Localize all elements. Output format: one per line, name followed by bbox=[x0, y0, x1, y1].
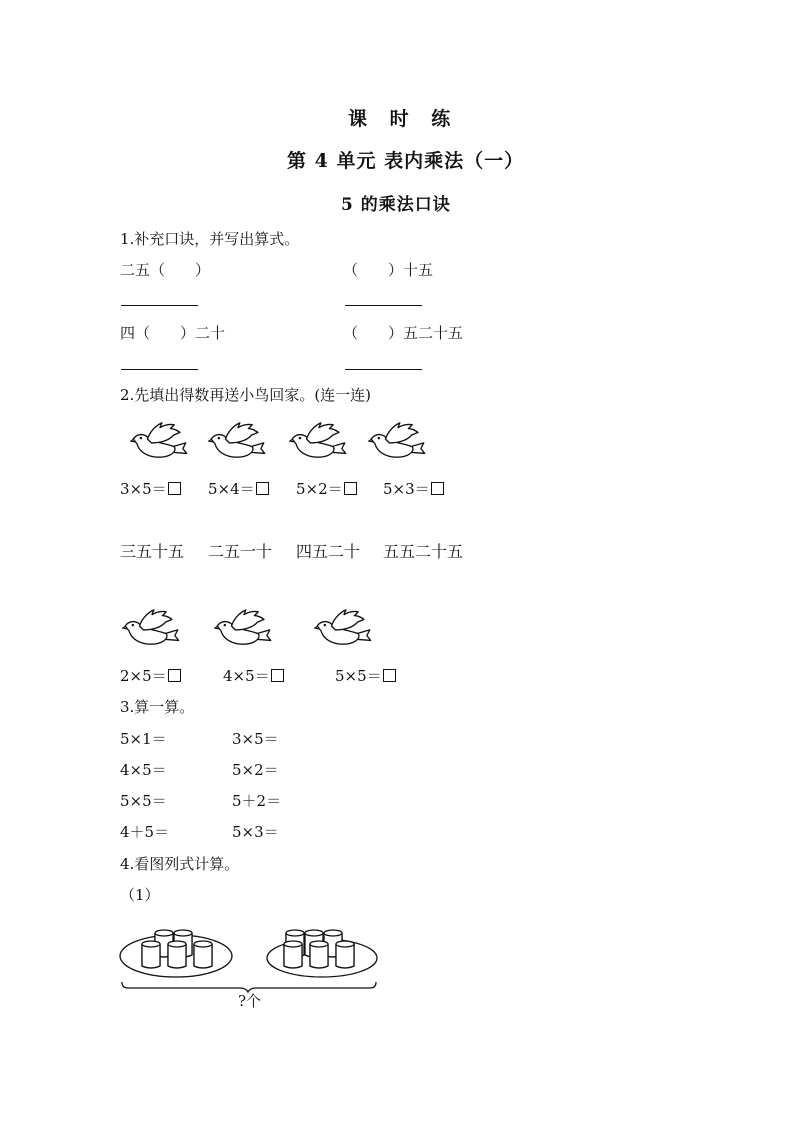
q1-answer-line-3[interactable] bbox=[121, 369, 198, 370]
bird-icon[interactable] bbox=[214, 607, 272, 649]
q3-prompt: 3.算一算。 bbox=[120, 698, 195, 716]
q3-left-2[interactable]: 4×5＝ bbox=[120, 761, 167, 779]
q3-right-3[interactable]: 5＋2＝ bbox=[232, 792, 282, 810]
rhyme-1[interactable]: 三五十五 bbox=[120, 542, 185, 561]
q2-top-eq-4[interactable]: 5×3＝ bbox=[383, 478, 444, 499]
cups-on-plates-illustration bbox=[118, 920, 388, 995]
q3-left-4[interactable]: 4＋5＝ bbox=[120, 823, 170, 841]
q1-answer-line-2[interactable] bbox=[345, 305, 422, 306]
rhyme-4[interactable]: 五五二十五 bbox=[383, 542, 464, 561]
rhyme-3[interactable]: 四五二十 bbox=[296, 542, 361, 561]
q2-top-eq-3[interactable]: 5×2＝ bbox=[296, 478, 357, 499]
plate-2 bbox=[267, 930, 377, 977]
lesson-title: 5 的乘法口诀 bbox=[341, 195, 451, 215]
plate-1 bbox=[120, 930, 232, 977]
bird-icon[interactable] bbox=[208, 420, 266, 462]
worksheet-title: 课 时 练 bbox=[348, 108, 452, 130]
bird-icon[interactable] bbox=[289, 420, 347, 462]
q2-bottom-eq-3[interactable]: 5×5＝ bbox=[335, 665, 396, 686]
unit-title: 第 4 单元 表内乘法（一） bbox=[287, 150, 525, 172]
q2-bottom-eq-1[interactable]: 2×5＝ bbox=[120, 665, 181, 686]
q3-right-2[interactable]: 5×2＝ bbox=[232, 761, 279, 779]
q2-bottom-eq-2[interactable]: 4×5＝ bbox=[223, 665, 284, 686]
answer-box[interactable] bbox=[383, 669, 396, 682]
answer-box[interactable] bbox=[168, 482, 181, 495]
q3-left-1[interactable]: 5×1＝ bbox=[120, 730, 167, 748]
answer-box[interactable] bbox=[431, 482, 444, 495]
q3-left-3[interactable]: 5×5＝ bbox=[120, 792, 167, 810]
q1-prompt: 1.补充口诀，并写出算式。 bbox=[120, 230, 300, 248]
q1-item-2[interactable]: （ ）十五 bbox=[343, 261, 434, 279]
q3-right-4[interactable]: 5×3＝ bbox=[232, 823, 279, 841]
answer-box[interactable] bbox=[344, 482, 357, 495]
bird-icon[interactable] bbox=[122, 607, 180, 649]
answer-box[interactable] bbox=[168, 669, 181, 682]
bird-icon[interactable] bbox=[130, 420, 188, 462]
bird-icon[interactable] bbox=[368, 420, 426, 462]
q3-right-1[interactable]: 3×5＝ bbox=[232, 730, 279, 748]
q2-top-eq-2[interactable]: 5×4＝ bbox=[208, 478, 269, 499]
answer-box[interactable] bbox=[256, 482, 269, 495]
answer-box[interactable] bbox=[271, 669, 284, 682]
q2-prompt: 2.先填出得数再送小鸟回家。(连一连) bbox=[120, 386, 372, 404]
q4-sub-label: （1） bbox=[120, 886, 160, 904]
bird-icon[interactable] bbox=[314, 607, 372, 649]
q1-item-1[interactable]: 二五（ ） bbox=[120, 261, 211, 279]
q2-top-eq-1[interactable]: 3×5＝ bbox=[120, 478, 181, 499]
brace-label: ?个 bbox=[238, 992, 262, 1010]
q1-answer-line-4[interactable] bbox=[345, 369, 422, 370]
q4-prompt: 4.看图列式计算。 bbox=[120, 855, 240, 873]
q1-item-3[interactable]: 四（ ）二十 bbox=[120, 324, 226, 342]
q1-item-4[interactable]: （ ）五二十五 bbox=[343, 324, 464, 342]
q1-answer-line-1[interactable] bbox=[121, 305, 198, 306]
rhyme-2[interactable]: 二五一十 bbox=[208, 542, 273, 561]
